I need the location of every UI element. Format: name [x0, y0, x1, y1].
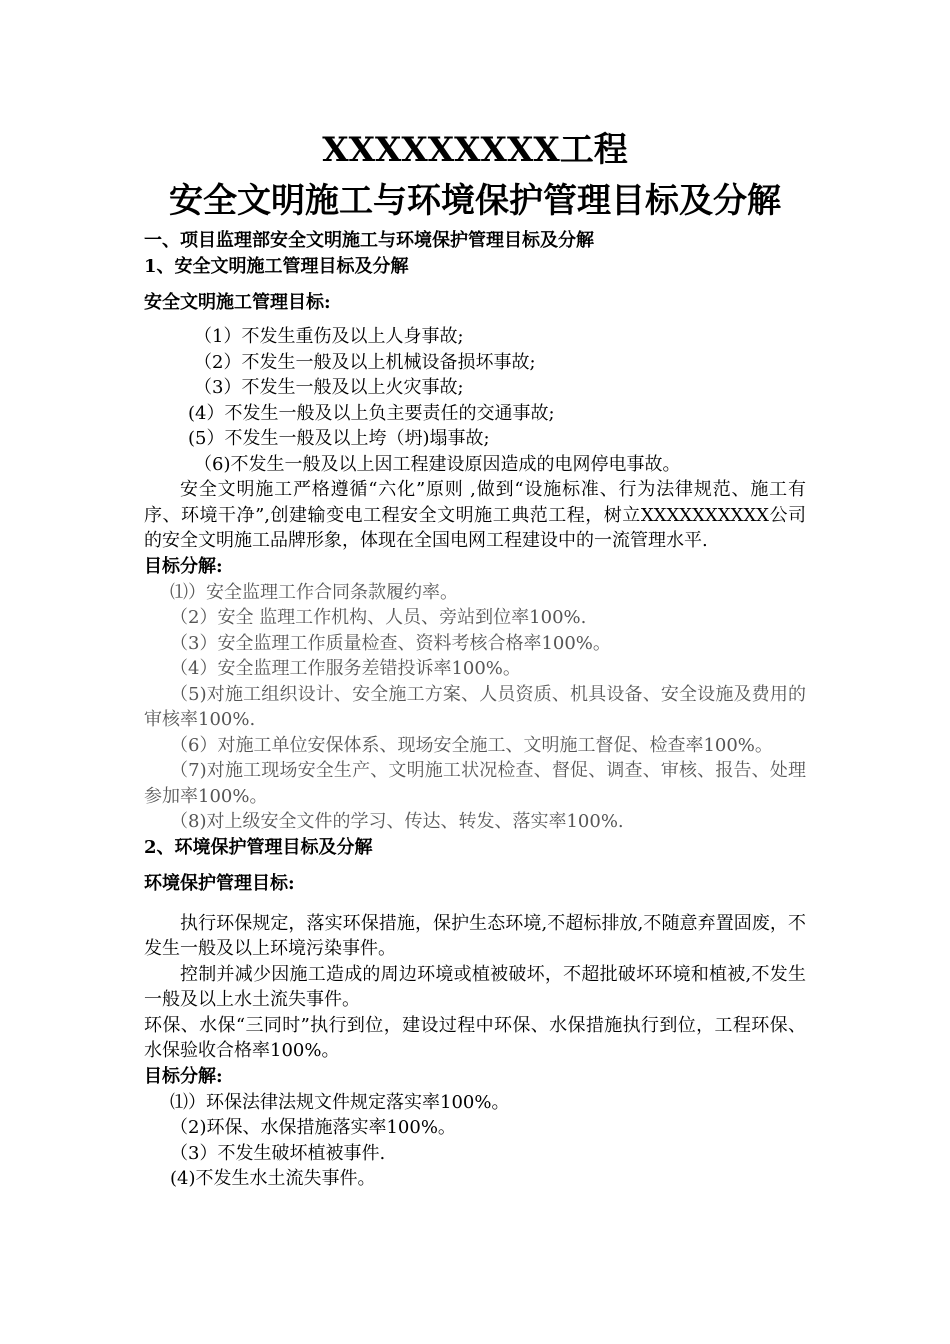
list-item: （3）不发生一般及以上火灾事故; [194, 377, 464, 398]
safety-breakdown-list [144, 580, 806, 835]
list-item: （2)环保、水保措施落实率100%。 [170, 1117, 456, 1138]
subsection-heading-safety: 1、安全文明施工管理目标及分解 [144, 256, 409, 277]
safety-goal-label: 安全文明施工管理目标: [144, 292, 331, 313]
env-paragraph-2: 控制并减少因施工造成的周边环境或植被破坏，不超批破坏环境和植被,不发生一般及以上水土流失事件。 [144, 963, 806, 1010]
list-item: (5）不发生一般及以上垮（坍)塌事故; [188, 428, 490, 449]
list-item: (4）不发生一般及以上负主要责任的交通事故; [188, 402, 555, 424]
env-paragraph-1: 执行环保规定，落实环保措施，保护生态环境,不超标排放,不随意弃置固废，不发生一般及以上环境污染事件。 [144, 912, 806, 959]
document-title-project: XXXXXXXXX工程 [322, 130, 628, 170]
env-paragraph-3: 环保、水保“三同时”执行到位，建设过程中环保、水保措施执行到位，工程环保、水保验收合格率100%。 [144, 1014, 806, 1061]
list-item: ⑴）安全监理工作合同条款履约率。 [170, 581, 458, 603]
section-heading-1: 一、项目监理部安全文明施工与环境保护管理目标及分解 [144, 230, 594, 251]
env-breakdown-list [144, 1090, 806, 1192]
list-item: （3）安全监理工作质量检查、资料考核合格率100%。 [170, 632, 611, 654]
document-page [144, 126, 806, 1192]
list-item: （4）安全监理工作服务差错投诉率100%。 [170, 658, 521, 679]
env-breakdown-label: 目标分解: [144, 1065, 223, 1087]
safety-breakdown-label: 目标分解: [144, 555, 223, 577]
list-item: （3）不发生破坏植被事件. [170, 1142, 386, 1164]
list-item: (4)不发生水土流失事件。 [170, 1168, 376, 1189]
list-item: （2）不发生一般及以上机械设备损坏事故; [194, 351, 536, 373]
list-item: ⑴）环保法律法规文件规定落实率100%。 [170, 1091, 510, 1113]
list-item: （6)不发生一般及以上因工程建设原因造成的电网停电事故。 [194, 453, 681, 475]
list-item: （2）安全 监理工作机构、人员、旁站到位率100%. [170, 607, 587, 628]
list-item: （6）对施工单位安保体系、现场安全施工、文明施工督促、检查率100%。 [170, 734, 773, 756]
env-goal-label: 环境保护管理目标: [144, 872, 295, 894]
subsection-heading-environment: 2、环境保护管理目标及分解 [144, 836, 373, 858]
list-item: （5)对施工组织设计、安全施工方案、人员资质、机具设备、安全设施及费用的审核率100%. [144, 683, 806, 730]
safety-goal-list [144, 324, 806, 477]
document-title-main: 安全文明施工与环境保护管理目标及分解 [169, 181, 781, 221]
list-item: （7)对施工现场安全生产、文明施工状况检查、督促、调查、审核、报告、处理参加率100%。 [144, 760, 806, 807]
list-item: （1）不发生重伤及以上人身事故; [194, 326, 464, 347]
list-item: （8)对上级安全文件的学习、传达、转发、落实率100%. [170, 811, 624, 832]
safety-principle-paragraph: 安全文明施工严格遵循“六化”原则 ,做到“设施标准、行为法律规范、施工有序、环境干净”,创建输变电工程安全文明施工典范工程，树立XXXXXXXXXX公司的安全文明施工品牌形象，体现在全国电网工程建设中的一流管理水平. [144, 479, 806, 551]
